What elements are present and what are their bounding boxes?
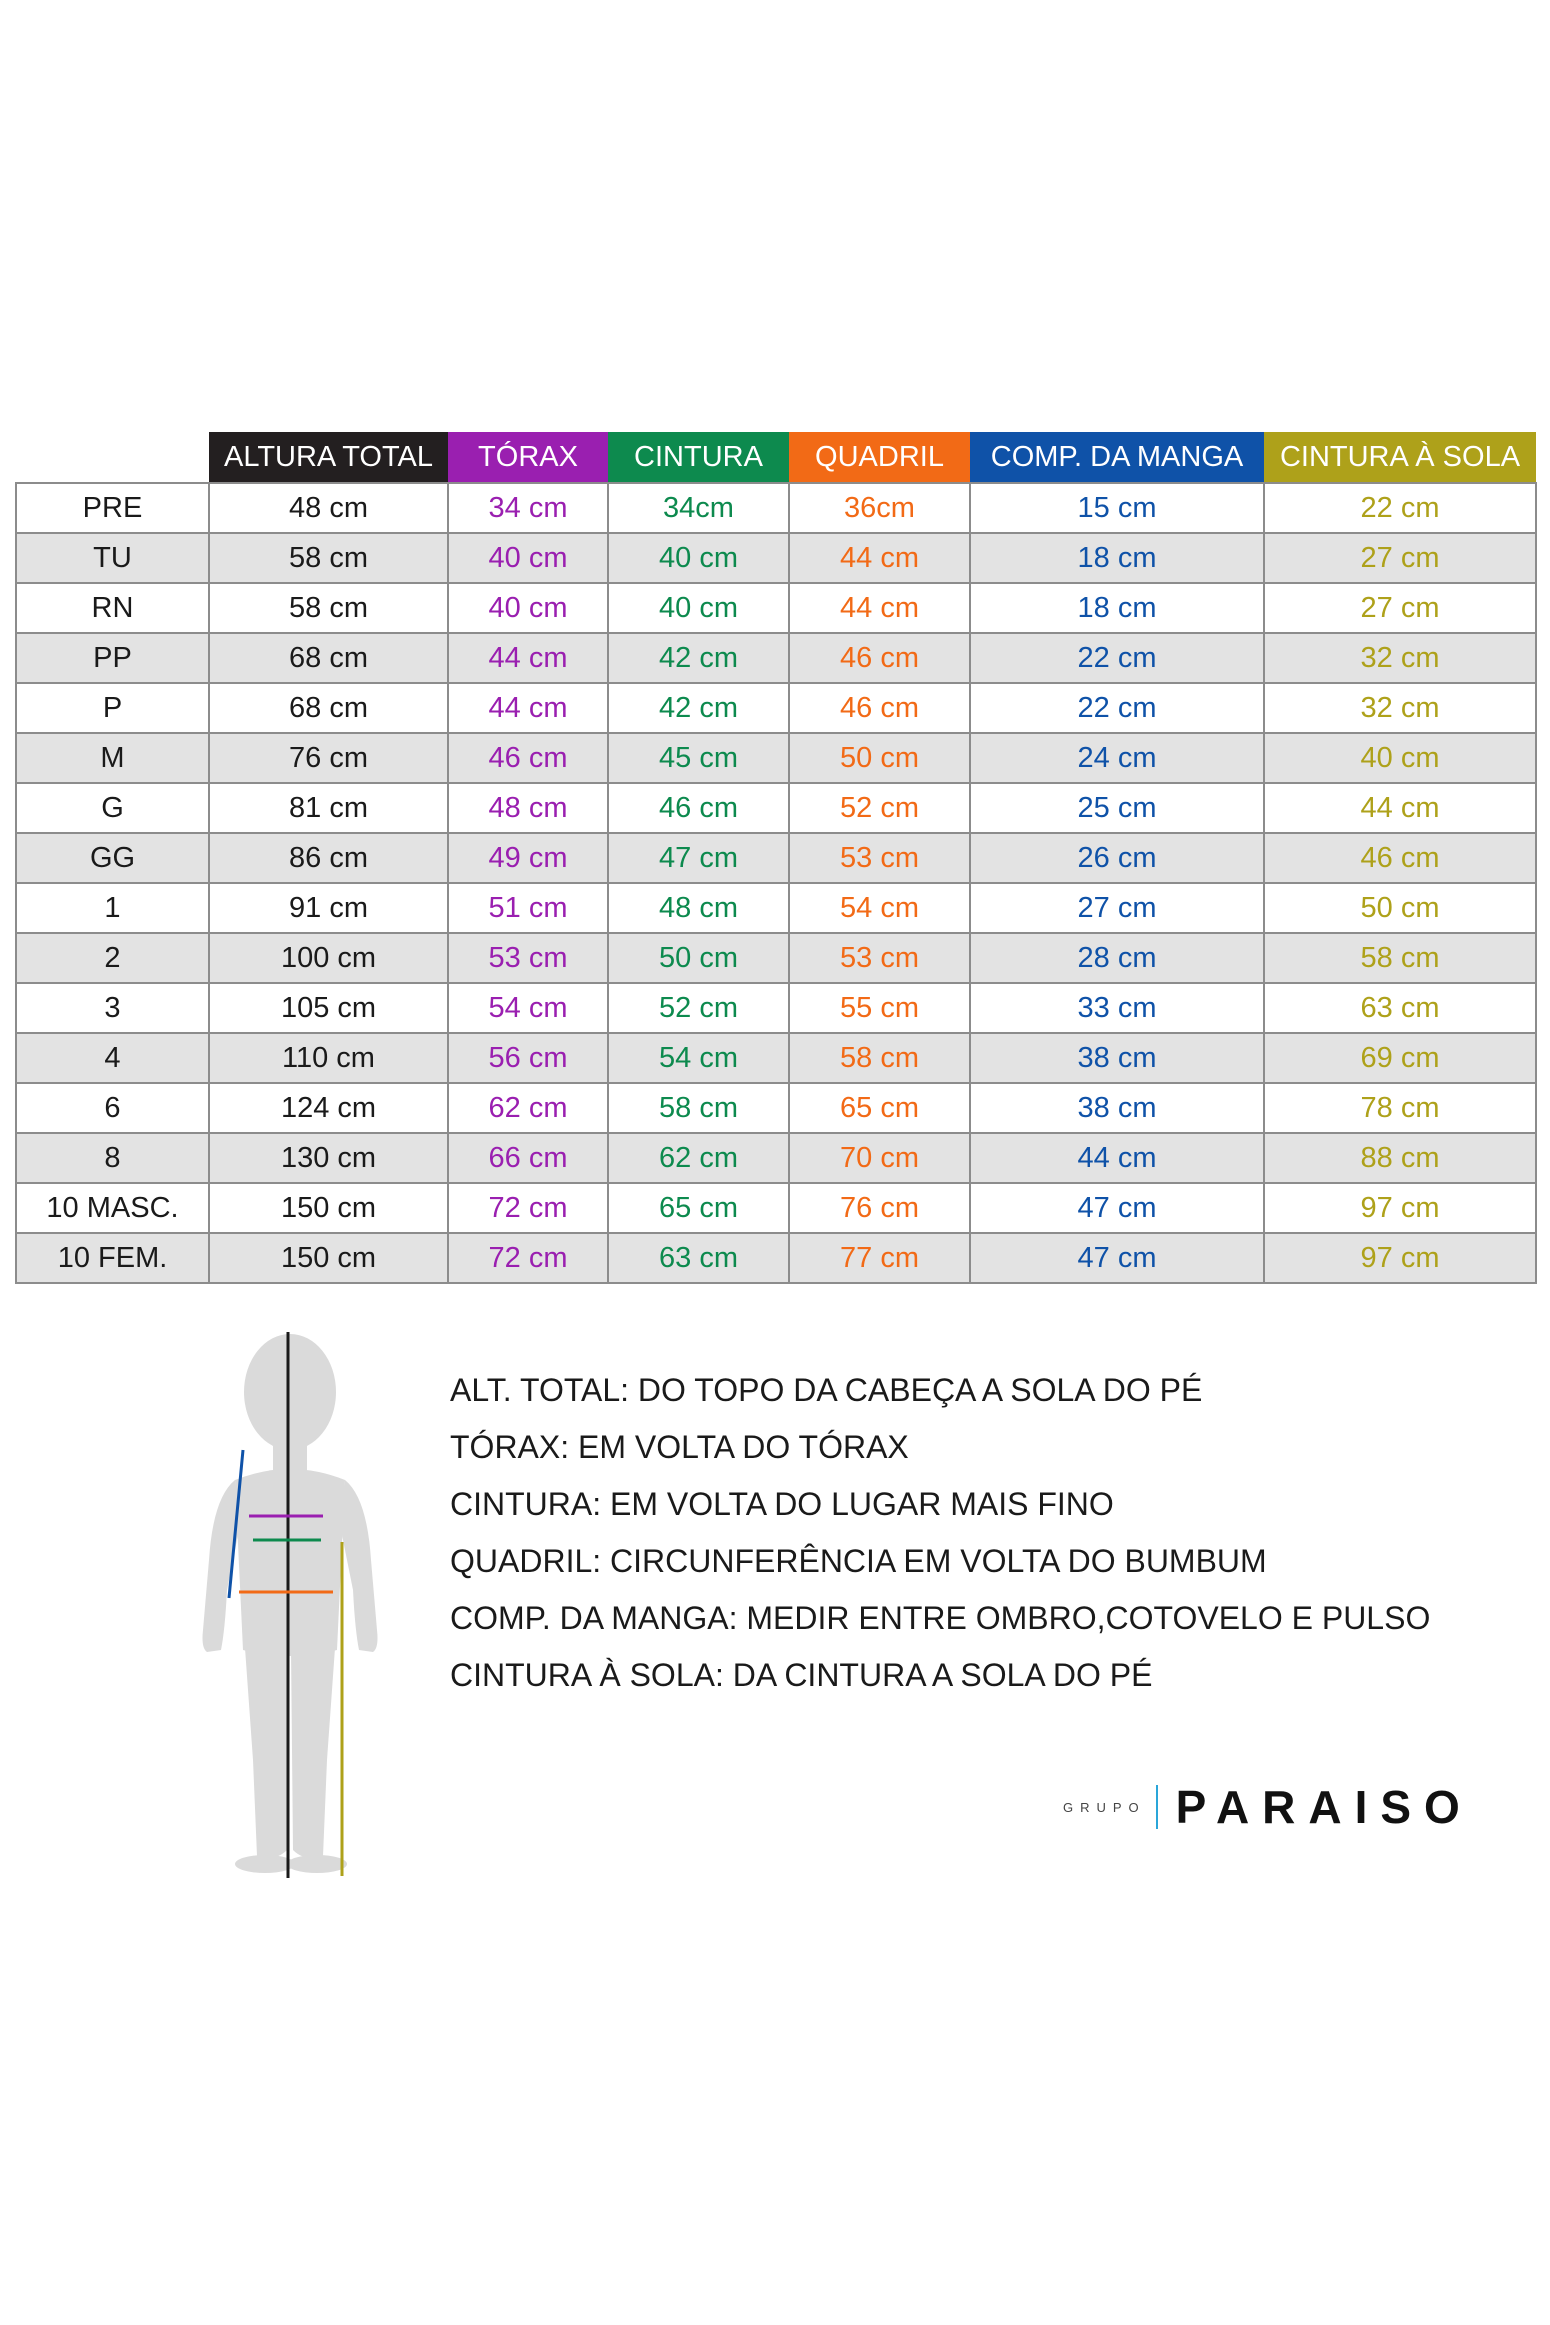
size-label-cell: M bbox=[16, 733, 209, 783]
measurement-cell: 52 cm bbox=[608, 983, 789, 1033]
measurement-cell: 65 cm bbox=[789, 1083, 970, 1133]
measurement-cell: 28 cm bbox=[970, 933, 1264, 983]
legend-item: CINTURA À SOLA: DA CINTURA A SOLA DO PÉ bbox=[450, 1657, 1153, 1693]
table-row bbox=[16, 1083, 1536, 1133]
table-row bbox=[16, 583, 1536, 633]
measurement-cell: 40 cm bbox=[448, 533, 608, 583]
measurement-cell: 54 cm bbox=[448, 983, 608, 1033]
measurement-cell: 49 cm bbox=[448, 833, 608, 883]
measurement-cell: 15 cm bbox=[970, 483, 1264, 533]
measurement-cell: 58 cm bbox=[209, 583, 448, 633]
measurement-cell: 81 cm bbox=[209, 783, 448, 833]
measurement-cell: 52 cm bbox=[789, 783, 970, 833]
column-header: TÓRAX bbox=[448, 432, 608, 483]
measurement-cell: 22 cm bbox=[970, 633, 1264, 683]
measurement-cell: 68 cm bbox=[209, 683, 448, 733]
brand-logo bbox=[1063, 1780, 1473, 1834]
measurement-cell: 70 cm bbox=[789, 1133, 970, 1183]
brand-divider bbox=[1156, 1785, 1158, 1829]
measurement-cell: 22 cm bbox=[1264, 483, 1536, 533]
brand-name: PARAISO bbox=[1175, 1781, 1473, 1833]
measurement-cell: 46 cm bbox=[789, 633, 970, 683]
table-row bbox=[16, 733, 1536, 783]
legend-item: COMP. DA MANGA: MEDIR ENTRE OMBRO,COTOVELO E PULSO bbox=[450, 1600, 1431, 1636]
table-row bbox=[16, 983, 1536, 1033]
table-row bbox=[16, 483, 1536, 533]
measurement-cell: 40 cm bbox=[608, 583, 789, 633]
measurement-cell: 18 cm bbox=[970, 533, 1264, 583]
size-label-cell: P bbox=[16, 683, 209, 733]
measurement-cell: 124 cm bbox=[209, 1083, 448, 1133]
measurement-cell: 58 cm bbox=[789, 1033, 970, 1083]
measurement-cell: 25 cm bbox=[970, 783, 1264, 833]
measurement-cell: 32 cm bbox=[1264, 683, 1536, 733]
legend-item: ALT. TOTAL: DO TOPO DA CABEÇA A SOLA DO PÉ bbox=[450, 1372, 1203, 1408]
measurement-cell: 100 cm bbox=[209, 933, 448, 983]
table-row bbox=[16, 883, 1536, 933]
measurement-cell: 50 cm bbox=[789, 733, 970, 783]
table-row bbox=[16, 633, 1536, 683]
column-header: CINTURA bbox=[608, 432, 789, 483]
measurement-cell: 86 cm bbox=[209, 833, 448, 883]
size-label-cell: 1 bbox=[16, 883, 209, 933]
legend-item: QUADRIL: CIRCUNFERÊNCIA EM VOLTA DO BUMBUM bbox=[450, 1543, 1267, 1579]
measurement-cell: 58 cm bbox=[608, 1083, 789, 1133]
size-label-cell: GG bbox=[16, 833, 209, 883]
column-header: ALTURA TOTAL bbox=[209, 432, 448, 483]
size-label-cell: 10 MASC. bbox=[16, 1183, 209, 1233]
measurement-cell: 53 cm bbox=[448, 933, 608, 983]
table-row bbox=[16, 1033, 1536, 1083]
measurement-cell: 47 cm bbox=[970, 1233, 1264, 1283]
measurement-cell: 44 cm bbox=[448, 633, 608, 683]
measurement-cell: 34 cm bbox=[448, 483, 608, 533]
child-silhouette-measurement-icon bbox=[195, 1330, 385, 1880]
measurement-cell: 44 cm bbox=[789, 583, 970, 633]
measurement-cell: 77 cm bbox=[789, 1233, 970, 1283]
measurement-cell: 46 cm bbox=[448, 733, 608, 783]
measurement-cell: 78 cm bbox=[1264, 1083, 1536, 1133]
measurement-cell: 44 cm bbox=[970, 1133, 1264, 1183]
legend-item: TÓRAX: EM VOLTA DO TÓRAX bbox=[450, 1429, 909, 1465]
measurement-cell: 47 cm bbox=[608, 833, 789, 883]
measurement-cell: 46 cm bbox=[608, 783, 789, 833]
measurement-cell: 62 cm bbox=[448, 1083, 608, 1133]
measurement-cell: 51 cm bbox=[448, 883, 608, 933]
size-label-cell: TU bbox=[16, 533, 209, 583]
measurement-cell: 40 cm bbox=[608, 533, 789, 583]
measurement-cell: 22 cm bbox=[970, 683, 1264, 733]
measurement-cell: 50 cm bbox=[1264, 883, 1536, 933]
table-body bbox=[16, 483, 1536, 1283]
measurement-cell: 45 cm bbox=[608, 733, 789, 783]
measurement-cell: 130 cm bbox=[209, 1133, 448, 1183]
measurement-cell: 62 cm bbox=[608, 1133, 789, 1183]
measurement-cell: 66 cm bbox=[448, 1133, 608, 1183]
measurement-cell: 38 cm bbox=[970, 1033, 1264, 1083]
measurement-cell: 48 cm bbox=[448, 783, 608, 833]
measurement-cell: 53 cm bbox=[789, 933, 970, 983]
size-label-cell: PRE bbox=[16, 483, 209, 533]
size-label-cell: 2 bbox=[16, 933, 209, 983]
measurement-cell: 88 cm bbox=[1264, 1133, 1536, 1183]
size-label-cell: RN bbox=[16, 583, 209, 633]
measurement-cell: 40 cm bbox=[1264, 733, 1536, 783]
measurement-cell: 91 cm bbox=[209, 883, 448, 933]
table-row bbox=[16, 783, 1536, 833]
measurement-cell: 65 cm bbox=[608, 1183, 789, 1233]
measurement-cell: 72 cm bbox=[448, 1183, 608, 1233]
measurement-cell: 150 cm bbox=[209, 1233, 448, 1283]
size-label-cell: 8 bbox=[16, 1133, 209, 1183]
size-label-cell: G bbox=[16, 783, 209, 833]
measurement-cell: 48 cm bbox=[608, 883, 789, 933]
table-row bbox=[16, 533, 1536, 583]
brand-small-text: GRUPO bbox=[1063, 1799, 1146, 1815]
measurement-legend bbox=[450, 1372, 1530, 1714]
measurement-cell: 63 cm bbox=[608, 1233, 789, 1283]
measurement-cell: 72 cm bbox=[448, 1233, 608, 1283]
table-row bbox=[16, 1133, 1536, 1183]
table-row bbox=[16, 683, 1536, 733]
measurement-cell: 44 cm bbox=[789, 533, 970, 583]
size-label-cell: 6 bbox=[16, 1083, 209, 1133]
child-figure bbox=[195, 1330, 385, 1880]
measurement-cell: 40 cm bbox=[448, 583, 608, 633]
table-header-row bbox=[16, 432, 1536, 483]
measurement-cell: 58 cm bbox=[1264, 933, 1536, 983]
measurement-cell: 34cm bbox=[608, 483, 789, 533]
measurement-cell: 44 cm bbox=[1264, 783, 1536, 833]
measurement-cell: 150 cm bbox=[209, 1183, 448, 1233]
table-row bbox=[16, 1183, 1536, 1233]
legend-item: CINTURA: EM VOLTA DO LUGAR MAIS FINO bbox=[450, 1486, 1114, 1522]
size-label-cell: 3 bbox=[16, 983, 209, 1033]
measurement-cell: 27 cm bbox=[1264, 583, 1536, 633]
table-row bbox=[16, 933, 1536, 983]
table-row bbox=[16, 1233, 1536, 1283]
measurement-cell: 76 cm bbox=[789, 1183, 970, 1233]
column-header: CINTURA À SOLA bbox=[1264, 432, 1536, 483]
measurement-cell: 54 cm bbox=[608, 1033, 789, 1083]
measurement-cell: 27 cm bbox=[1264, 533, 1536, 583]
measurement-cell: 110 cm bbox=[209, 1033, 448, 1083]
measurement-cell: 50 cm bbox=[608, 933, 789, 983]
measurement-cell: 47 cm bbox=[970, 1183, 1264, 1233]
measurement-cell: 32 cm bbox=[1264, 633, 1536, 683]
measurement-cell: 44 cm bbox=[448, 683, 608, 733]
measurement-cell: 42 cm bbox=[608, 633, 789, 683]
size-label-cell: 4 bbox=[16, 1033, 209, 1083]
measurement-cell: 42 cm bbox=[608, 683, 789, 733]
measurement-cell: 76 cm bbox=[209, 733, 448, 783]
size-label-cell: PP bbox=[16, 633, 209, 683]
size-label-cell: 10 FEM. bbox=[16, 1233, 209, 1283]
measurement-cell: 24 cm bbox=[970, 733, 1264, 783]
measurement-cell: 63 cm bbox=[1264, 983, 1536, 1033]
table-row bbox=[16, 833, 1536, 883]
measurement-cell: 56 cm bbox=[448, 1033, 608, 1083]
measurement-cell: 97 cm bbox=[1264, 1233, 1536, 1283]
measurement-cell: 54 cm bbox=[789, 883, 970, 933]
column-header: COMP. DA MANGA bbox=[970, 432, 1264, 483]
size-chart-table bbox=[15, 432, 1535, 1284]
measurement-cell: 48 cm bbox=[209, 483, 448, 533]
measurement-cell: 58 cm bbox=[209, 533, 448, 583]
column-header: QUADRIL bbox=[789, 432, 970, 483]
measurement-cell: 27 cm bbox=[970, 883, 1264, 933]
measurement-cell: 68 cm bbox=[209, 633, 448, 683]
measurement-cell: 97 cm bbox=[1264, 1183, 1536, 1233]
measurement-cell: 46 cm bbox=[789, 683, 970, 733]
measurement-cell: 55 cm bbox=[789, 983, 970, 1033]
measurement-cell: 18 cm bbox=[970, 583, 1264, 633]
measurement-cell: 26 cm bbox=[970, 833, 1264, 883]
measurement-cell: 105 cm bbox=[209, 983, 448, 1033]
measurement-cell: 33 cm bbox=[970, 983, 1264, 1033]
header-blank bbox=[16, 432, 209, 483]
measurement-cell: 69 cm bbox=[1264, 1033, 1536, 1083]
measurement-cell: 36cm bbox=[789, 483, 970, 533]
measurement-cell: 38 cm bbox=[970, 1083, 1264, 1133]
measurement-cell: 53 cm bbox=[789, 833, 970, 883]
measurement-cell: 46 cm bbox=[1264, 833, 1536, 883]
